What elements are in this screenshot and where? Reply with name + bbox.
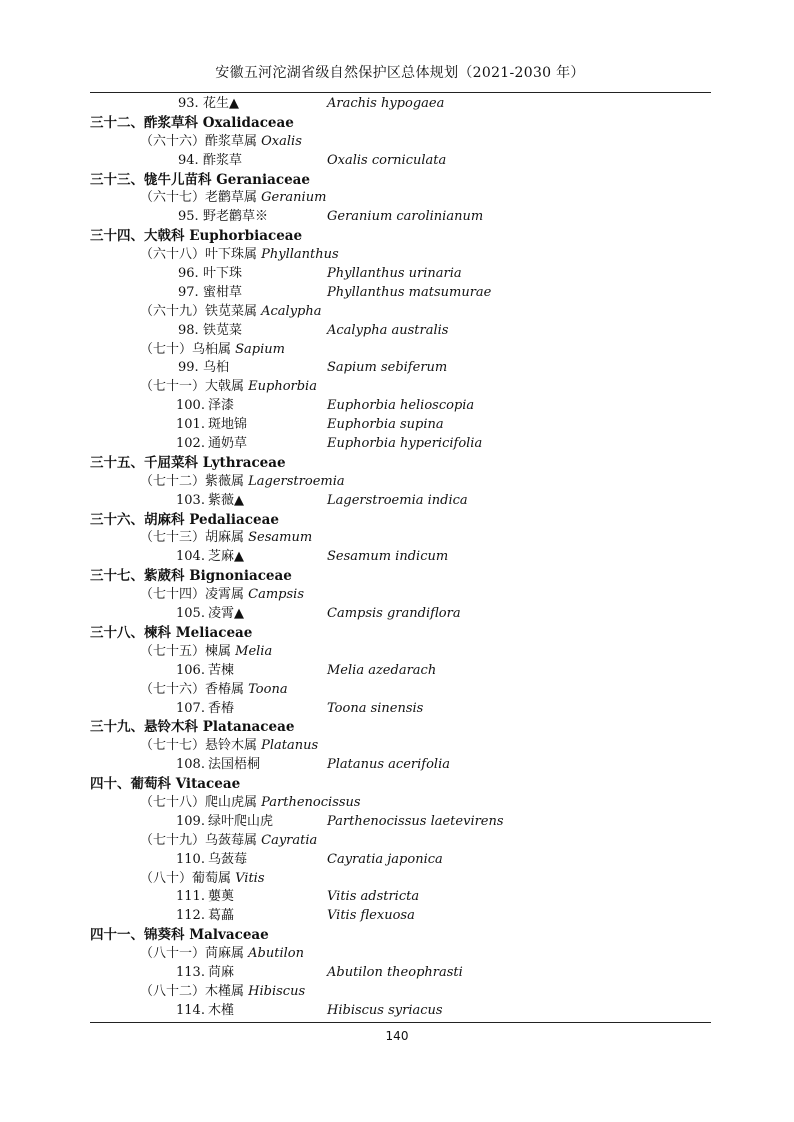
family-heading: 四十、葡萄科 Vitaceae	[90, 776, 241, 793]
species-latin-name: Geranium carolinianum	[327, 209, 484, 225]
species-chinese-name: 蘡薁	[208, 889, 235, 905]
species-latin-name: Phyllanthus matsumurae	[327, 284, 492, 300]
genus-chinese-name: （七十九）乌蔹莓属	[140, 832, 262, 848]
species-row	[90, 322, 710, 341]
genus-chinese-name: （七十三）胡麻属	[140, 530, 249, 546]
species-number: 108.	[176, 757, 205, 773]
genus-latin-name: Cayratia	[261, 832, 318, 848]
genus-chinese-name: （六十七）老鹳草属	[140, 190, 262, 206]
species-number: 112.	[176, 908, 205, 924]
genus-heading	[90, 473, 710, 492]
species-row	[90, 492, 710, 511]
species-row	[90, 435, 710, 454]
genus-heading	[90, 983, 710, 1002]
species-row	[90, 265, 710, 284]
species-latin-name: Toona sinensis	[327, 700, 424, 716]
genus-chinese-name: （八十二）木槿属	[140, 983, 249, 999]
family-heading: 三十三、牻牛儿苗科 Geraniaceae	[90, 171, 311, 188]
genus-latin-name: Geranium	[261, 190, 327, 206]
species-row	[90, 208, 710, 227]
genus-heading	[90, 303, 710, 322]
genus-heading	[90, 341, 710, 360]
family-heading: 三十七、紫葳科 Bignoniaceae	[90, 568, 292, 585]
genus-latin-name: Hibiscus	[248, 983, 306, 999]
species-number: 98.	[178, 322, 199, 338]
species-latin-name: Melia azedarach	[327, 662, 437, 678]
species-chinese-name: 蜜柑草	[203, 284, 243, 300]
species-latin-name: Euphorbia hypericifolia	[327, 436, 483, 452]
genus-chinese-name: （七十八）爬山虎属	[140, 794, 262, 810]
species-row	[90, 907, 710, 926]
species-chinese-name: 法国梧桐	[208, 757, 261, 773]
species-row	[90, 662, 710, 681]
genus-chinese-name: （八十）葡萄属	[140, 870, 236, 886]
genus-latin-name: Acalypha	[261, 303, 322, 319]
genus-latin-name: Euphorbia	[248, 379, 317, 395]
genus-heading	[90, 586, 710, 605]
species-list	[90, 95, 710, 1021]
genus-latin-name: Phyllanthus	[261, 247, 339, 263]
genus-chinese-name: （八十一）苘麻属	[140, 946, 249, 962]
species-chinese-name: 通奶草	[208, 436, 248, 452]
page-header-title: 安徽五河沱湖省级自然保护区总体规划（2021-2030 年）	[215, 65, 585, 81]
species-row	[90, 964, 710, 983]
species-number: 93.	[178, 96, 199, 111]
genus-chinese-name: （六十六）酢浆草属	[140, 133, 262, 149]
species-number: 96.	[178, 266, 199, 282]
species-chinese-name: 泽漆	[208, 398, 235, 414]
species-number: 114.	[176, 1002, 205, 1018]
genus-heading	[90, 832, 710, 851]
genus-heading	[90, 737, 710, 756]
genus-heading	[90, 681, 710, 700]
species-chinese-name: 紫薇▲	[208, 492, 244, 508]
genus-latin-name: Oxalis	[261, 133, 302, 149]
family-heading: 四十一、锦葵科 Malvaceae	[90, 927, 269, 944]
species-latin-name: Abutilon theophrasti	[327, 964, 463, 980]
genus-heading	[90, 945, 710, 964]
species-latin-name: Vitis flexuosa	[327, 908, 415, 924]
species-number: 103.	[176, 492, 205, 508]
species-chinese-name: 葛藟	[208, 908, 235, 924]
species-number: 95.	[178, 209, 199, 225]
genus-heading	[90, 246, 710, 265]
species-number: 105.	[176, 606, 205, 622]
species-row	[90, 605, 710, 624]
family-heading: 三十九、悬铃木科 Platanaceae	[90, 719, 295, 736]
species-latin-name: Sesamum indicum	[327, 549, 449, 565]
species-row	[90, 416, 710, 435]
genus-latin-name: Sesamum	[248, 530, 313, 546]
species-chinese-name: 酢浆草	[203, 152, 243, 168]
species-number: 113.	[176, 964, 205, 980]
header-rule	[90, 92, 711, 93]
species-latin-name: Parthenocissus laetevirens	[327, 813, 504, 829]
genus-chinese-name: （七十六）香椿属	[140, 681, 249, 697]
species-latin-name: Platanus acerifolia	[327, 757, 450, 773]
species-row	[90, 888, 710, 907]
genus-heading	[90, 189, 710, 208]
genus-latin-name: Parthenocissus	[261, 794, 361, 810]
family-heading: 三十八、楝科 Meliaceae	[90, 624, 253, 641]
species-number: 102.	[176, 436, 205, 452]
species-chinese-name: 芝麻▲	[208, 549, 244, 565]
family-heading: 三十六、胡麻科 Pedaliaceae	[90, 511, 279, 528]
species-row	[90, 813, 710, 832]
species-row	[90, 851, 710, 870]
footer-rule	[90, 1022, 711, 1023]
species-number: 94.	[178, 152, 199, 168]
species-number: 106.	[176, 662, 205, 678]
species-chinese-name: 斑地锦	[208, 417, 248, 433]
species-latin-name: Euphorbia helioscopia	[327, 398, 475, 414]
genus-latin-name: Melia	[235, 643, 273, 659]
family-heading: 三十四、大戟科 Euphorbiaceae	[90, 228, 303, 245]
species-latin-name: Lagerstroemia indica	[327, 492, 468, 508]
species-number: 97.	[178, 284, 199, 300]
species-row	[90, 548, 710, 567]
genus-heading	[90, 529, 710, 548]
species-row	[90, 152, 710, 171]
genus-latin-name: Lagerstroemia	[248, 473, 345, 489]
species-number: 111.	[176, 889, 205, 905]
genus-chinese-name: （七十四）凌霄属	[140, 587, 249, 603]
species-latin-name: Euphorbia supina	[327, 417, 444, 433]
genus-chinese-name: （七十七）悬铃木属	[140, 738, 262, 754]
species-latin-name: Sapium sebiferum	[327, 360, 448, 376]
species-chinese-name: 叶下珠	[203, 266, 243, 282]
species-chinese-name: 铁苋菜	[203, 322, 243, 338]
species-latin-name: Vitis adstricta	[327, 889, 420, 905]
family-heading: 三十二、酢浆草科 Oxalidaceae	[90, 114, 294, 131]
species-chinese-name: 凌霄▲	[208, 606, 244, 622]
species-number: 109.	[176, 813, 205, 829]
genus-latin-name: Campsis	[248, 587, 304, 603]
genus-chinese-name: （六十九）铁苋菜属	[140, 303, 262, 319]
genus-latin-name: Abutilon	[248, 946, 304, 962]
genus-latin-name: Toona	[248, 681, 288, 697]
species-chinese-name: 乌蔹莓	[208, 851, 248, 867]
species-number: 99.	[178, 360, 199, 376]
species-row	[90, 359, 710, 378]
genus-latin-name: Vitis	[235, 870, 265, 886]
species-number: 110.	[176, 851, 205, 867]
species-number: 101.	[176, 417, 205, 433]
species-latin-name: Campsis grandiflora	[327, 606, 461, 622]
species-latin-name: Phyllanthus urinaria	[327, 266, 462, 282]
species-row	[90, 700, 710, 719]
genus-heading	[90, 870, 710, 889]
species-chinese-name: 花生▲	[203, 96, 239, 111]
species-row	[90, 95, 710, 114]
species-chinese-name: 苦楝	[208, 662, 235, 678]
genus-heading	[90, 643, 710, 662]
species-number: 107.	[176, 700, 205, 716]
species-chinese-name: 香椿	[208, 700, 235, 716]
genus-chinese-name: （七十）乌桕属	[140, 341, 236, 357]
species-row	[90, 397, 710, 416]
species-number: 100.	[176, 398, 205, 414]
species-row	[90, 284, 710, 303]
species-row	[90, 756, 710, 775]
species-row	[90, 1002, 710, 1021]
species-latin-name: Cayratia japonica	[327, 851, 443, 867]
species-chinese-name: 野老鹳草※	[203, 209, 269, 225]
page-number: 140	[385, 1029, 409, 1043]
genus-chinese-name: （七十一）大戟属	[140, 379, 249, 395]
genus-latin-name: Sapium	[235, 341, 285, 357]
genus-heading	[90, 133, 710, 152]
genus-chinese-name: （七十五）楝属	[140, 643, 236, 659]
genus-latin-name: Platanus	[261, 738, 319, 754]
species-chinese-name: 乌桕	[203, 360, 230, 376]
family-heading: 三十五、千屈菜科 Lythraceae	[90, 454, 286, 471]
species-latin-name: Acalypha australis	[327, 322, 449, 338]
species-chinese-name: 木槿	[208, 1002, 235, 1018]
species-latin-name: Arachis hypogaea	[327, 96, 445, 111]
species-latin-name: Hibiscus syriacus	[327, 1002, 443, 1018]
species-chinese-name: 苘麻	[208, 964, 235, 980]
genus-heading	[90, 378, 710, 397]
genus-chinese-name: （六十八）叶下珠属	[140, 247, 262, 263]
species-number: 104.	[176, 549, 205, 565]
genus-heading	[90, 794, 710, 813]
genus-chinese-name: （七十二）紫薇属	[140, 473, 249, 489]
species-chinese-name: 绿叶爬山虎	[208, 813, 274, 829]
species-latin-name: Oxalis corniculata	[327, 152, 447, 168]
